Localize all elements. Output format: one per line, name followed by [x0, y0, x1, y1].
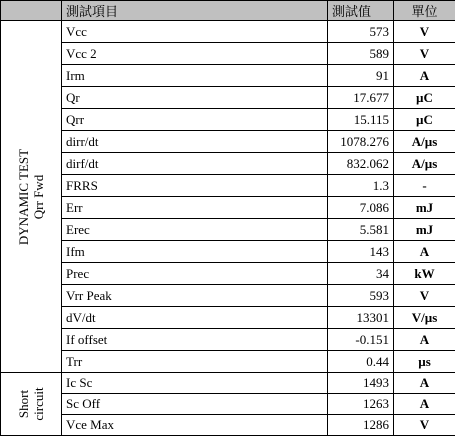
value-cell: 7.086	[328, 197, 394, 219]
table-row	[1, 415, 455, 436]
param-cell: Trr	[62, 351, 328, 373]
unit-cell: -	[394, 175, 455, 197]
value-cell: 15.115	[328, 109, 394, 131]
unit-cell: V/µs	[394, 307, 455, 329]
table-row	[1, 109, 455, 131]
unit-cell: A	[394, 394, 455, 415]
table-row	[1, 175, 455, 197]
param-cell: Vce Max	[62, 415, 328, 436]
value-cell: 593	[328, 285, 394, 307]
unit-cell: µC	[394, 87, 455, 109]
unit-cell: A	[394, 329, 455, 351]
table-row	[1, 307, 455, 329]
group-label-short-circuit	[1, 373, 62, 436]
param-cell: Irm	[62, 65, 328, 87]
value-cell: 589	[328, 43, 394, 65]
value-cell: 1493	[328, 373, 394, 394]
param-cell: Qr	[62, 87, 328, 109]
table-row	[1, 153, 455, 175]
value-cell: 0.44	[328, 351, 394, 373]
value-cell: -0.151	[328, 329, 394, 351]
value-cell: 5.581	[328, 219, 394, 241]
param-cell: Err	[62, 197, 328, 219]
param-cell: Erec	[62, 219, 328, 241]
table-row	[1, 263, 455, 285]
unit-cell: mJ	[394, 197, 455, 219]
table-row	[1, 65, 455, 87]
param-cell: Vrr Peak	[62, 285, 328, 307]
param-cell: Ifm	[62, 241, 328, 263]
table-row	[1, 21, 455, 43]
param-cell: FRRS	[62, 175, 328, 197]
param-cell: Ic Sc	[62, 373, 328, 394]
param-cell: dV/dt	[62, 307, 328, 329]
value-cell: 1286	[328, 415, 394, 436]
param-cell: Sc Off	[62, 394, 328, 415]
table-row	[1, 43, 455, 65]
param-cell: Qrr	[62, 109, 328, 131]
value-cell: 143	[328, 241, 394, 263]
value-cell: 1078.276	[328, 131, 394, 153]
unit-cell: kW	[394, 263, 455, 285]
value-cell: 13301	[328, 307, 394, 329]
param-cell: Prec	[62, 263, 328, 285]
unit-cell: A	[394, 241, 455, 263]
header-corner-cell	[1, 1, 62, 21]
table-row	[1, 394, 455, 415]
table-row	[1, 373, 455, 394]
value-cell: 832.062	[328, 153, 394, 175]
table-row	[1, 131, 455, 153]
table-row	[1, 219, 455, 241]
unit-cell: A	[394, 373, 455, 394]
unit-cell: µs	[394, 351, 455, 373]
unit-cell: V	[394, 415, 455, 436]
group-label-line: Short	[16, 389, 31, 419]
header-param: 測試項目	[62, 1, 328, 21]
table-row	[1, 329, 455, 351]
value-cell: 91	[328, 65, 394, 87]
unit-cell: V	[394, 285, 455, 307]
unit-cell: V	[394, 21, 455, 43]
group-label-text	[16, 148, 46, 244]
table-row	[1, 241, 455, 263]
header-row	[1, 1, 455, 21]
value-cell: 17.677	[328, 87, 394, 109]
header-unit: 單位	[394, 1, 455, 21]
value-cell: 1263	[328, 394, 394, 415]
unit-cell: V	[394, 43, 455, 65]
group-label-dynamic-test	[1, 21, 62, 373]
group-label-line: DYNAMIC TEST	[16, 148, 31, 245]
unit-cell: mJ	[394, 219, 455, 241]
value-cell: 1.3	[328, 175, 394, 197]
table-row	[1, 87, 455, 109]
value-cell: 573	[328, 21, 394, 43]
group-label-line: circuit	[31, 387, 46, 421]
table-row	[1, 197, 455, 219]
unit-cell: A/µs	[394, 153, 455, 175]
param-cell: If offset	[62, 329, 328, 351]
param-cell: Vcc	[62, 21, 328, 43]
unit-cell: A/µs	[394, 131, 455, 153]
header-value: 測試值	[328, 1, 394, 21]
table-row	[1, 351, 455, 373]
param-cell: dirf/dt	[62, 153, 328, 175]
param-cell: Vcc 2	[62, 43, 328, 65]
unit-cell: A	[394, 65, 455, 87]
param-cell: dirr/dt	[62, 131, 328, 153]
unit-cell: µC	[394, 109, 455, 131]
group-label-text	[16, 387, 46, 420]
value-cell: 34	[328, 263, 394, 285]
group-label-line: Qrr Fwd	[31, 174, 46, 219]
table-row	[1, 285, 455, 307]
